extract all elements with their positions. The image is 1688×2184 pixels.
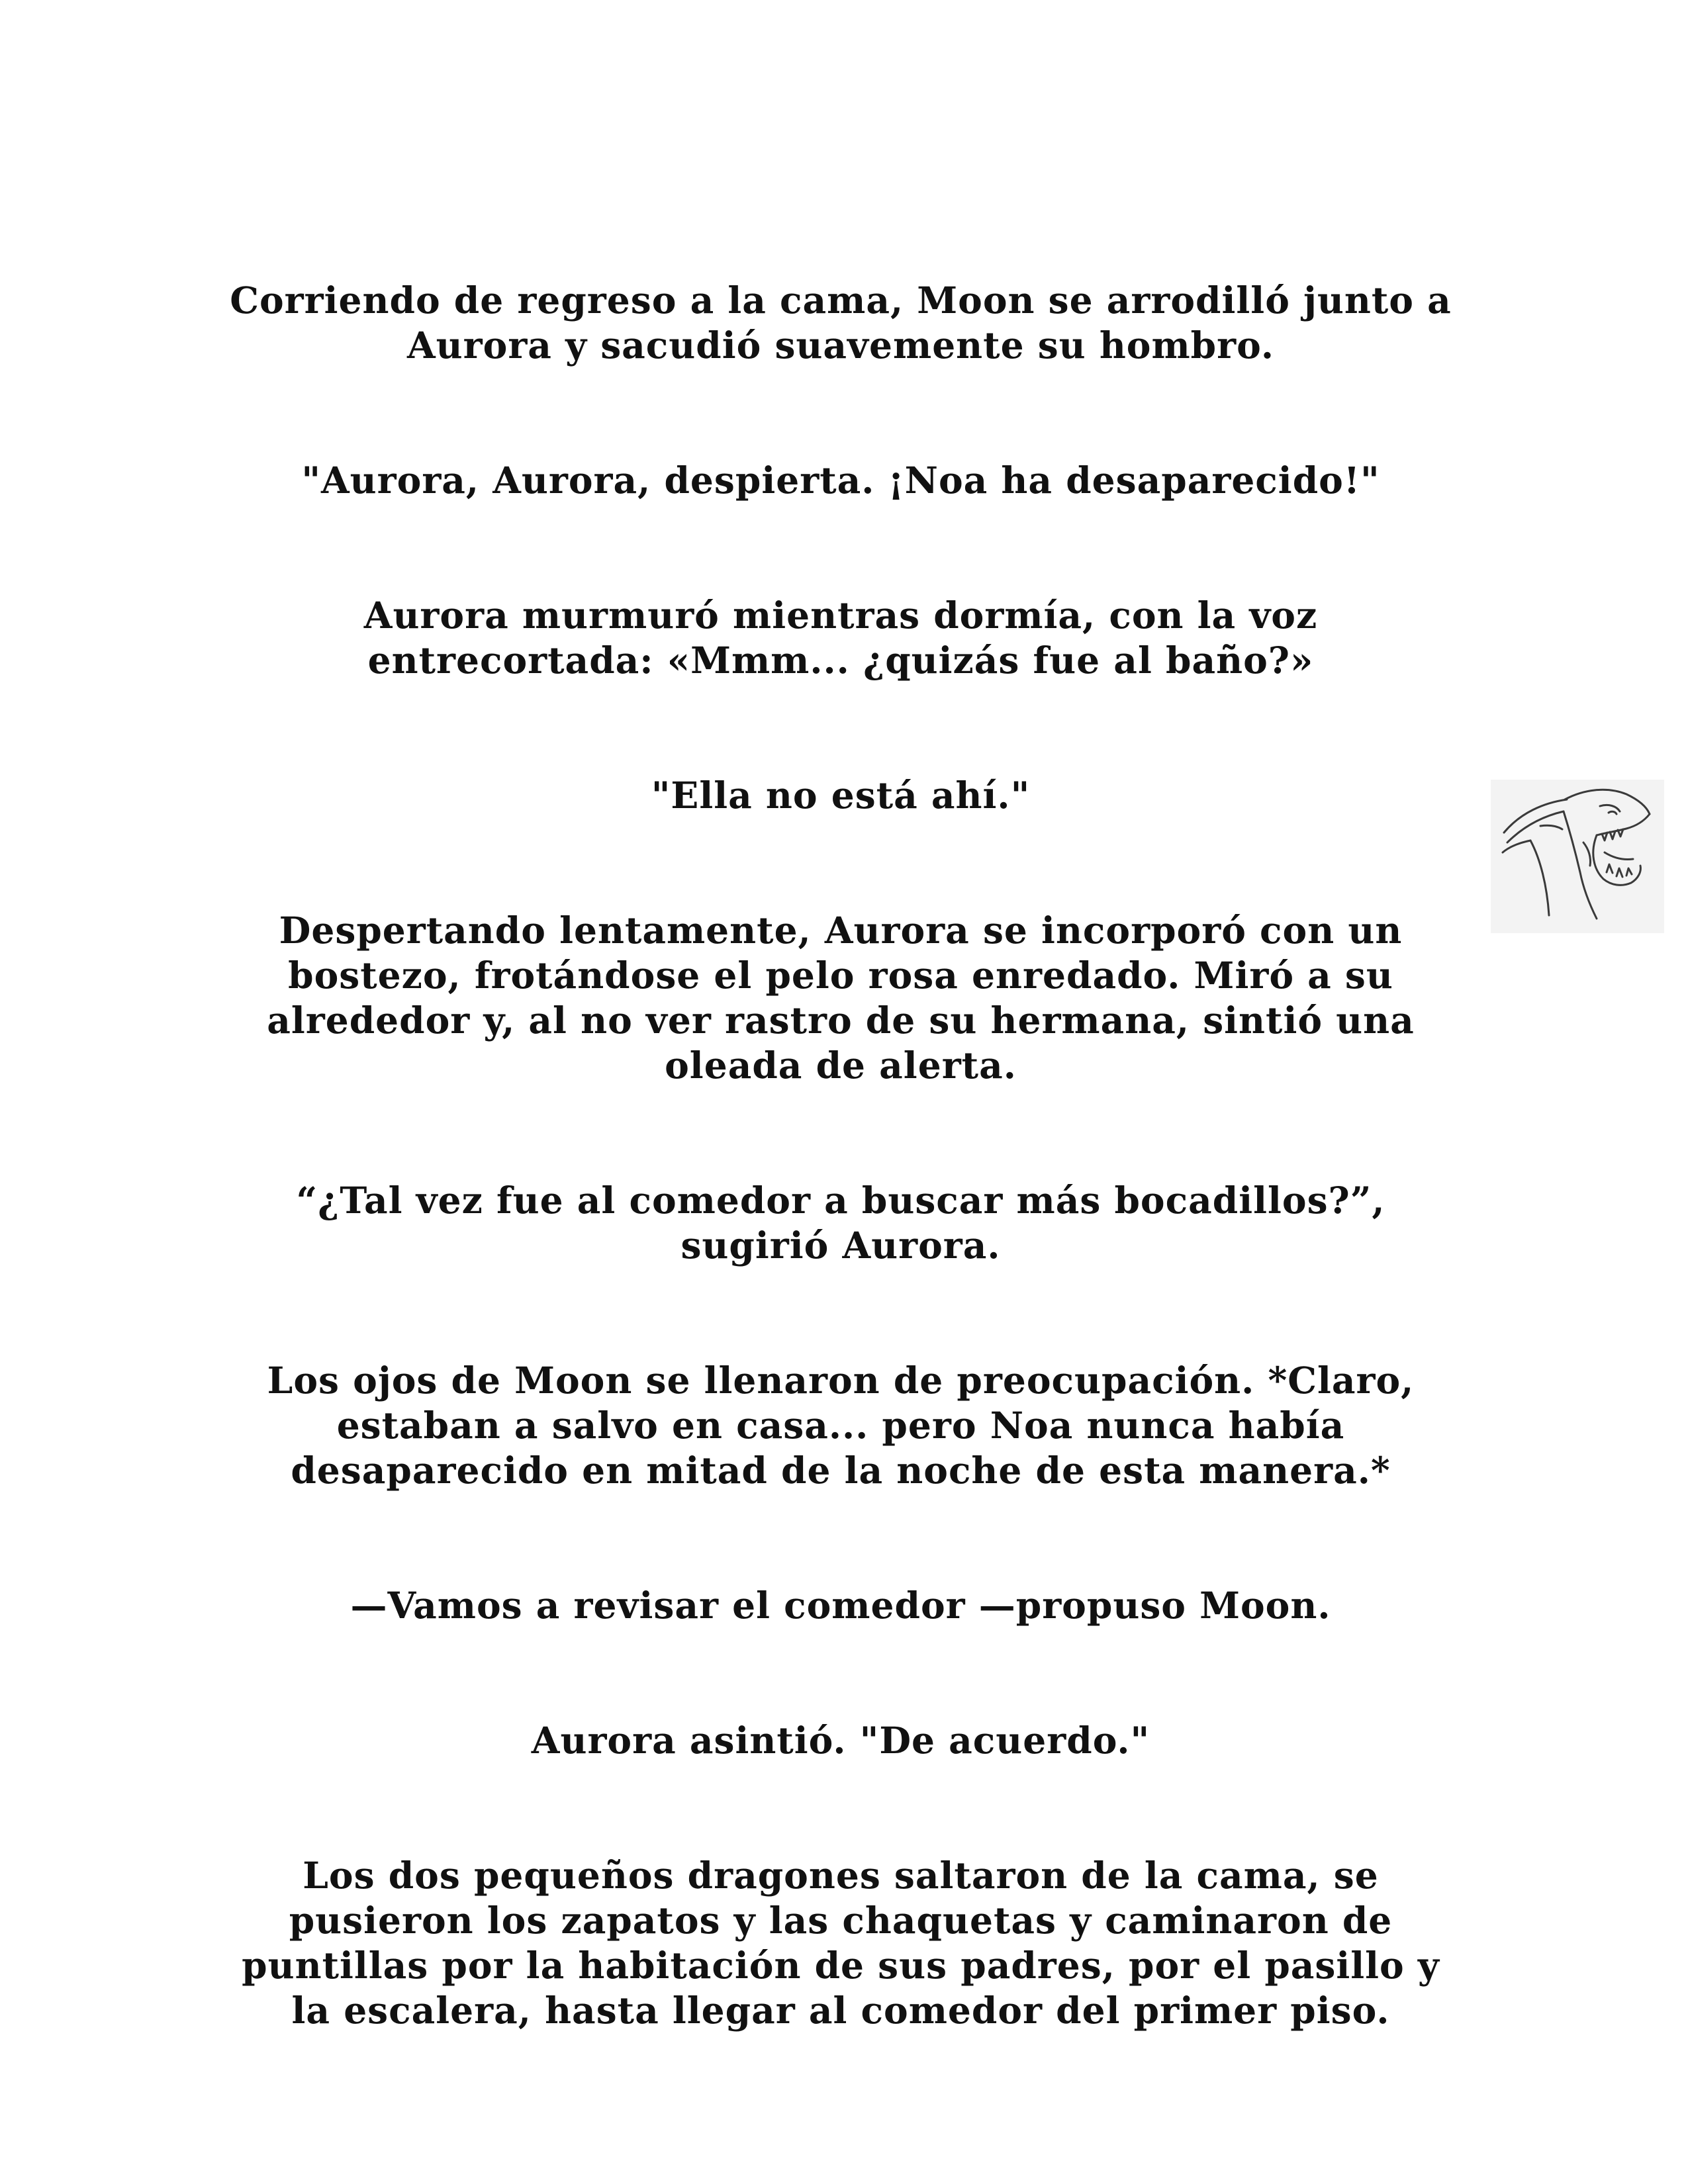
paragraph-8: —Vamos a revisar el comedor —propuso Moon. bbox=[350, 1584, 1331, 1627]
paragraph-10: Los dos pequeños dragones saltaron de la cama, se pusieron los zapatos y las chaquetas y caminaron de puntillas por la habitación de sus padres, por el pasillo y la escalera, hasta llegar al comedor del primer piso. bbox=[242, 1854, 1440, 2032]
paragraph-1: Corriendo de regreso a la cama, Moon se arrodilló junto a Aurora y sacudió suavemente su hombro. bbox=[230, 279, 1452, 367]
paragraph-9: Aurora asintió. "De acuerdo." bbox=[531, 1719, 1150, 1762]
dinosaur-head-sketch-icon bbox=[1491, 780, 1664, 933]
paragraph-7: Los ojos de Moon se llenaron de preocupación. *Claro, estaban a salvo en casa... pero Noa nunca había desaparecido en mitad de la noche de esta manera.* bbox=[267, 1359, 1415, 1492]
paragraph-2: "Aurora, Aurora, despierta. ¡Noa ha desaparecido!" bbox=[301, 459, 1380, 502]
paragraph-3: Aurora murmuró mientras dormía, con la voz entrecortada: «Mmm... ¿quizás fue al baño?» bbox=[363, 594, 1318, 682]
paragraph-5: Despertando lentamente, Aurora se incorporó con un bostezo, frotándose el pelo rosa enredado. Miró a su alrededor y, al no ver rastro de su hermana, sintió una oleada de alerta. bbox=[267, 909, 1415, 1087]
paragraph-4: "Ella no está ahí." bbox=[651, 774, 1031, 817]
paragraph-6: “¿Tal vez fue al comedor a buscar más bocadillos?”, sugirió Aurora. bbox=[296, 1179, 1385, 1267]
story-text bbox=[225, 278, 1456, 2033]
